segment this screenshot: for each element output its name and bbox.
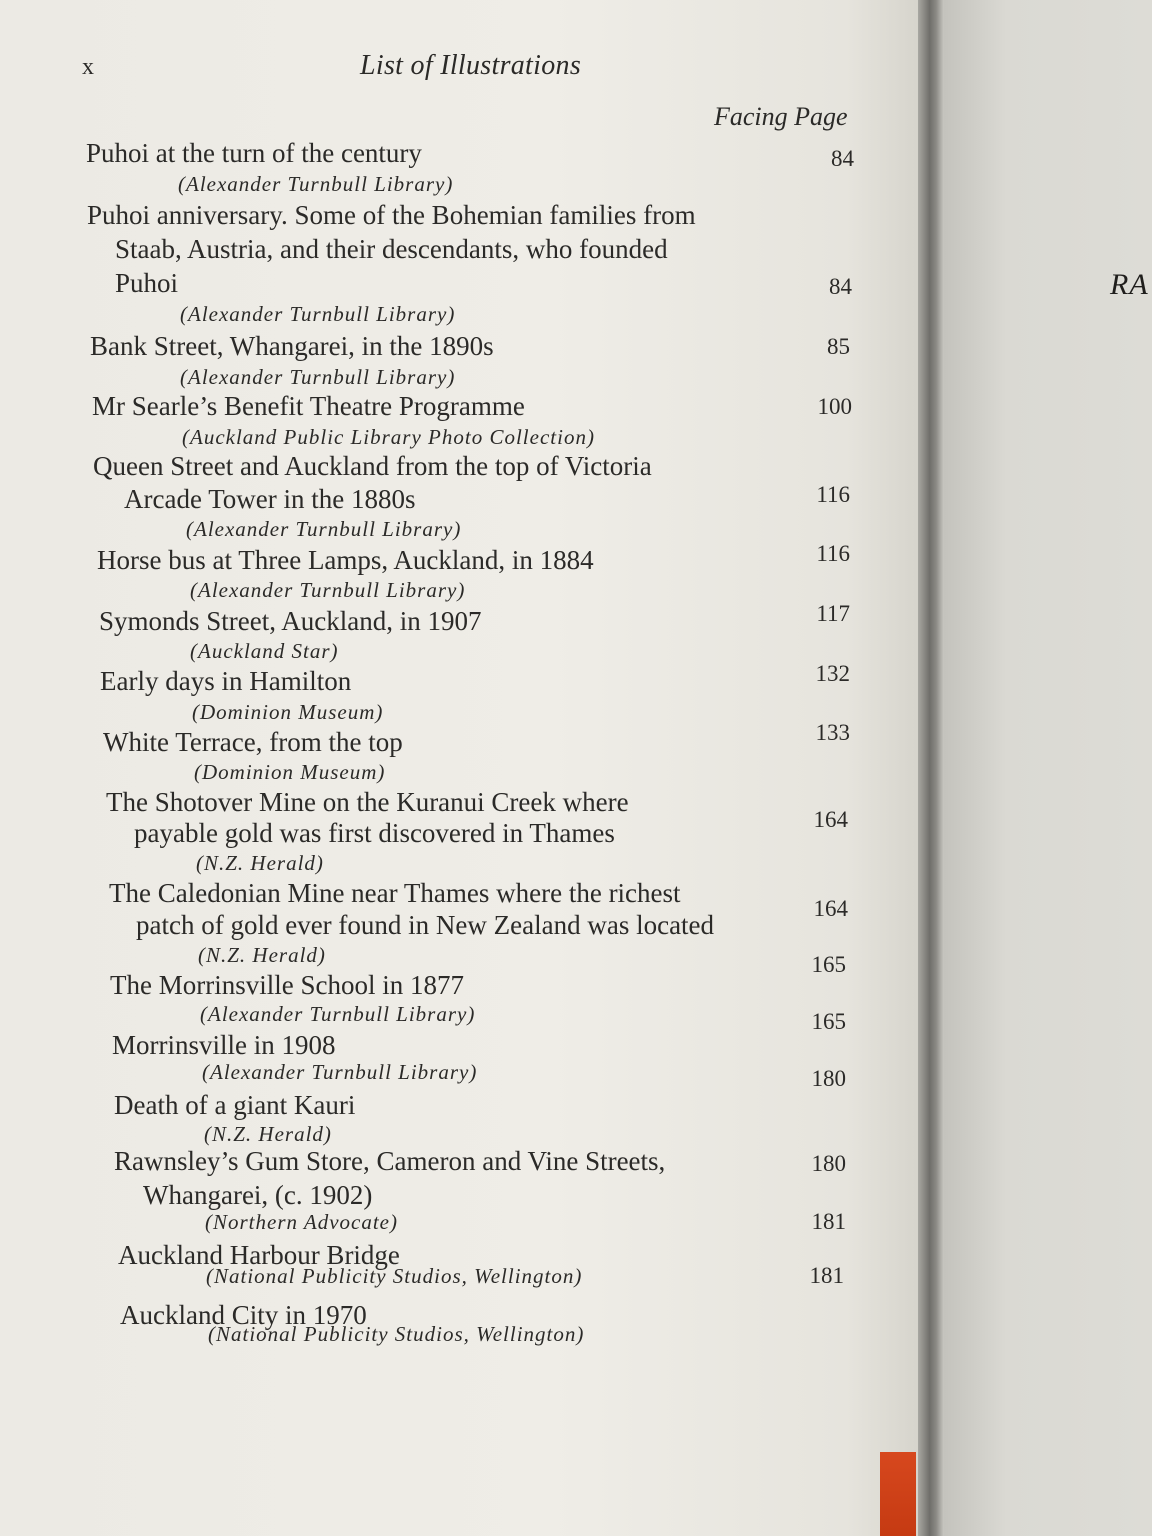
entry-title-line: Auckland Harbour Bridge [118, 1240, 400, 1270]
entry-page-number: 164 [813, 807, 848, 832]
entry-title-line: White Terrace, from the top [103, 727, 403, 757]
facing-page [944, 0, 1152, 1536]
entry-page-number: 164 [813, 896, 848, 921]
entry-credit: (Auckland Star) [190, 639, 339, 663]
entry-credit: (Alexander Turnbull Library) [200, 1002, 476, 1026]
entry-title-line: Queen Street and Auckland from the top of Victoria [93, 451, 652, 481]
entry-page-number: 132 [815, 661, 850, 686]
entry-title-line: Auckland City in 1970 [120, 1300, 367, 1330]
entry-credit: (Alexander Turnbull Library) [178, 172, 454, 196]
entry-title-line: payable gold was first discovered in Thames [134, 818, 615, 848]
entry-credit: (Alexander Turnbull Library) [202, 1060, 478, 1084]
entry-page-number: 100 [817, 394, 852, 419]
entry-title-line: Mr Searle’s Benefit Theatre Programme [92, 391, 525, 421]
entry-credit: (N.Z. Herald) [198, 943, 326, 967]
entry-credit: (National Publicity Studios, Wellington) [206, 1264, 583, 1288]
entry-page-number: 165 [811, 952, 846, 977]
facing-page-column-label: Facing Page [714, 102, 848, 131]
entry-title-line: Rawnsley’s Gum Store, Cameron and Vine Streets, [114, 1146, 666, 1176]
running-head: List of Illustrations [360, 50, 582, 81]
entry-page-number: 180 [811, 1151, 846, 1176]
entry-title-line: The Caledonian Mine near Thames where the richest [109, 878, 681, 908]
entry-title-line: Morrinsville in 1908 [112, 1030, 336, 1060]
entry-page-number: 85 [827, 334, 850, 359]
facing-page-fragment: RA [1110, 268, 1149, 301]
entry-credit: (Auckland Public Library Photo Collection) [182, 425, 595, 449]
entry-page-number: 181 [811, 1209, 846, 1234]
book-cover-edge [880, 1452, 916, 1536]
entry-title-line: Symonds Street, Auckland, in 1907 [99, 606, 482, 636]
entry-title-line: Staab, Austria, and their descendants, who founded [115, 234, 668, 264]
entry-title-line: Horse bus at Three Lamps, Auckland, in 1884 [97, 545, 594, 575]
entry-credit: (Dominion Museum) [194, 760, 386, 784]
entry-page-number: 116 [816, 541, 850, 566]
entry-title-line: Arcade Tower in the 1880s [124, 484, 416, 514]
entry-credit: (Dominion Museum) [192, 700, 384, 724]
entry-page-number: 133 [815, 720, 850, 745]
entry-credit: (Alexander Turnbull Library) [186, 517, 462, 541]
entry-title-line: Bank Street, Whangarei, in the 1890s [90, 331, 494, 361]
entry-credit: (N.Z. Herald) [204, 1122, 332, 1146]
entry-title-line: Death of a giant Kauri [114, 1090, 356, 1120]
entry-title-line: Whangarei, (c. 1902) [143, 1180, 373, 1210]
entry-page-number: 180 [811, 1066, 846, 1091]
entry-title-line: The Shotover Mine on the Kuranui Creek where [106, 787, 629, 817]
entry-credit: (N.Z. Herald) [196, 851, 324, 875]
entry-page-number: 181 [809, 1263, 844, 1288]
entry-credit: (Alexander Turnbull Library) [180, 302, 456, 326]
entry-credit: (National Publicity Studios, Wellington) [208, 1322, 585, 1346]
entry-credit: (Alexander Turnbull Library) [180, 365, 456, 389]
entry-credit: (Alexander Turnbull Library) [190, 578, 466, 602]
entry-page-number: 84 [831, 146, 854, 171]
entry-title-line: Puhoi at the turn of the century [86, 138, 422, 168]
entry-page-number: 117 [816, 601, 850, 626]
entry-title-line: Early days in Hamilton [100, 666, 352, 696]
page-folio: x [82, 54, 94, 80]
entry-page-number: 84 [829, 274, 852, 299]
entry-title-line: Puhoi anniversary. Some of the Bohemian families from [87, 200, 696, 230]
entry-title-line: Puhoi [115, 268, 179, 298]
book-gutter [918, 0, 944, 1536]
entry-page-number: 116 [816, 482, 850, 507]
entry-title-line: The Morrinsville School in 1877 [110, 970, 464, 1000]
entry-page-number: 165 [811, 1009, 846, 1034]
entry-title-line: patch of gold ever found in New Zealand was located [136, 910, 715, 940]
entry-credit: (Northern Advocate) [205, 1210, 398, 1234]
